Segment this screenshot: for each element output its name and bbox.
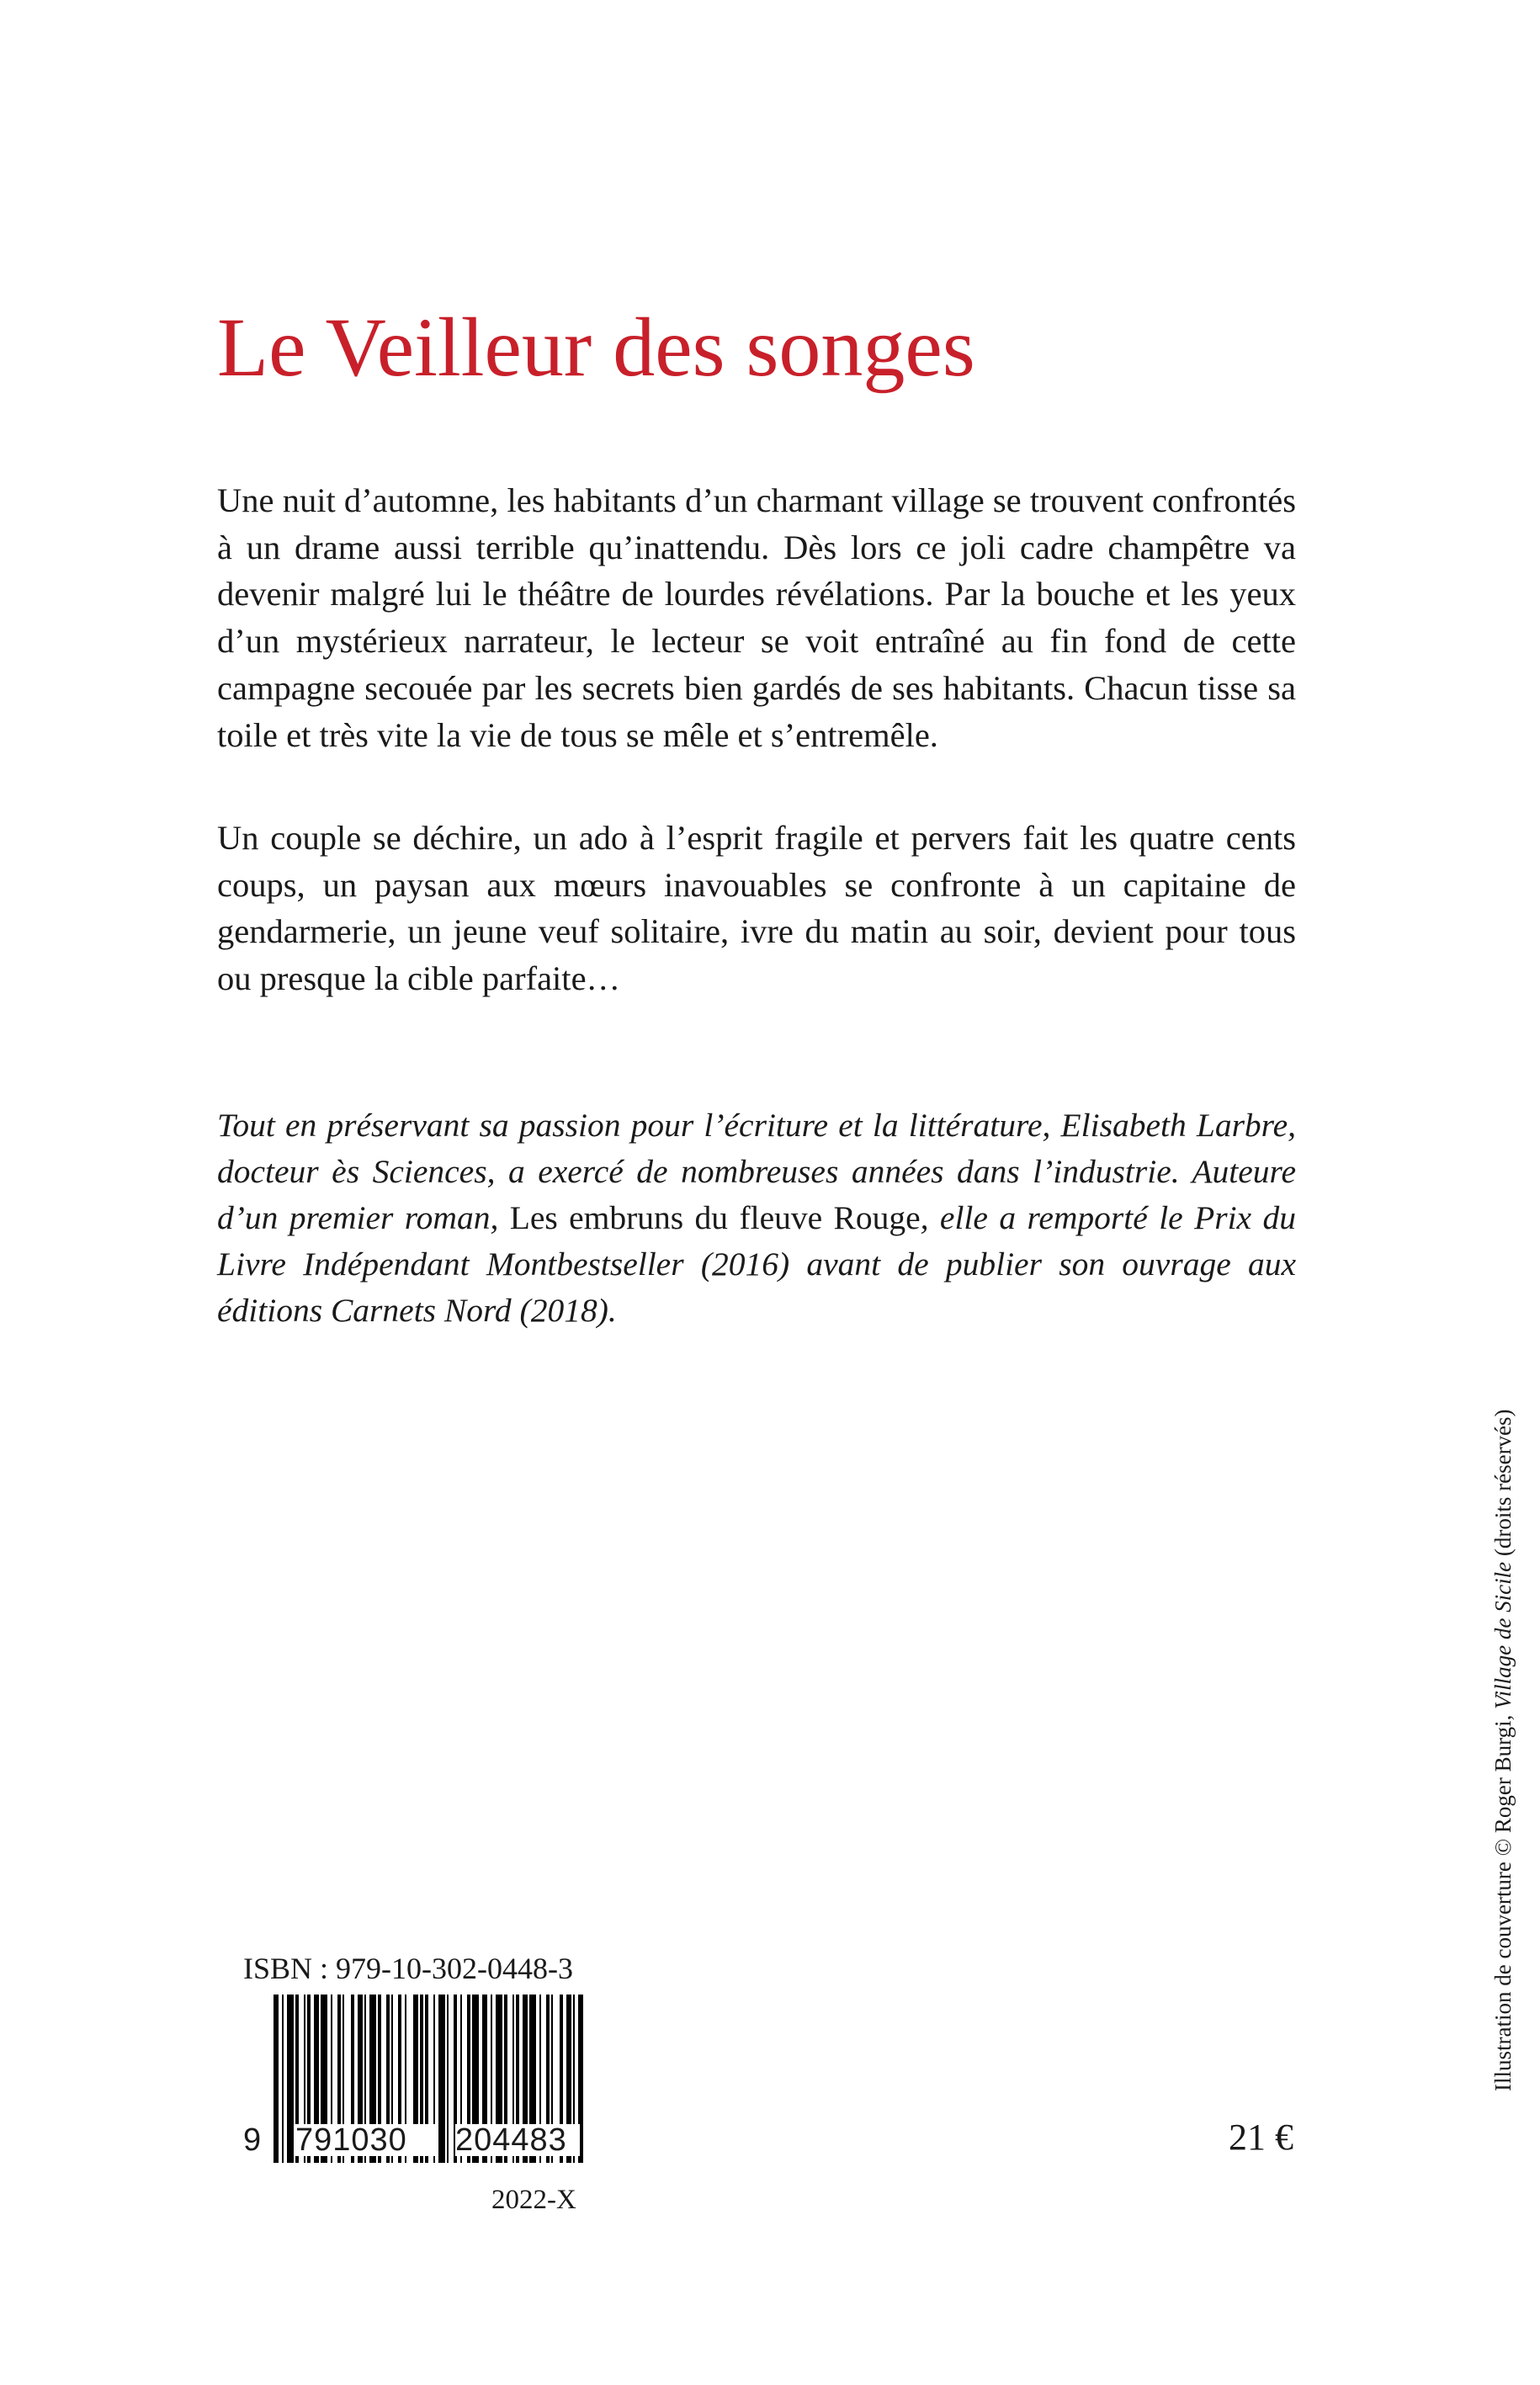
credit-prefix: Illustration de couverture © Roger Burgi,: [1490, 1708, 1516, 2091]
author-bio-part-1: Tout en préservant sa passion pour l’écriture et la littérature, Elisabeth Larbre, docteur ès Sciences, a exercé de nombreuses années dans l’industrie. Auteure d’un premier roman,: [217, 1107, 1296, 1236]
barcode-digits-right: 204483: [455, 2124, 580, 2156]
previous-novel-title: Les embruns du fleuve Rouge: [509, 1199, 921, 1236]
cover-illustration-credit: [1490, 1409, 1516, 2091]
edition-code: 2022-X: [491, 2185, 576, 2215]
barcode-digit-lead: 9: [243, 2124, 268, 2156]
credit-suffix: (droits réservés): [1490, 1409, 1516, 1562]
description-paragraph-2: Un couple se déchire, un ado à l’esprit fragile et pervers fait les quatre cents coups, un paysan aux mœurs inavouables se confronte à un capitaine de gendarmerie, un jeune veuf solitaire, ivre du matin au soir, devient pour tous ou presque la cible parfaite…: [217, 819, 1296, 998]
author-bio: [217, 1102, 1296, 1334]
isbn-label: ISBN : 979-10-302-0448-3: [243, 1952, 573, 1985]
barcode-digits-left: 791030: [295, 2124, 435, 2156]
price-label: 21 €: [1229, 2117, 1293, 2158]
book-title: Le Veilleur des songes: [217, 300, 975, 394]
author-bio-part-2: , elle a remporté le Prix du Livre Indépendant Montbestseller (2016) avant de publier son ouvrage aux éditions Carnets Nord (2018).: [217, 1199, 1296, 1329]
description-paragraph-1: Une nuit d’automne, les habitants d’un charmant village se trouvent confrontés à un drame aussi terrible qu’inattendu. Dès lors ce joli cadre champêtre va devenir malgré lui le théâtre de lourdes révélations. Par la bouche et les yeux d’un mystérieux narrateur, le lecteur se voit entraîné au fin fond de cette campagne secouée par les secrets bien gardés de ses habitants. Chacun tisse sa toile et très vite la vie de tous se mêle et s’entremêle.: [217, 481, 1296, 754]
credit-artwork-title: Village de Sicile: [1490, 1561, 1516, 1709]
